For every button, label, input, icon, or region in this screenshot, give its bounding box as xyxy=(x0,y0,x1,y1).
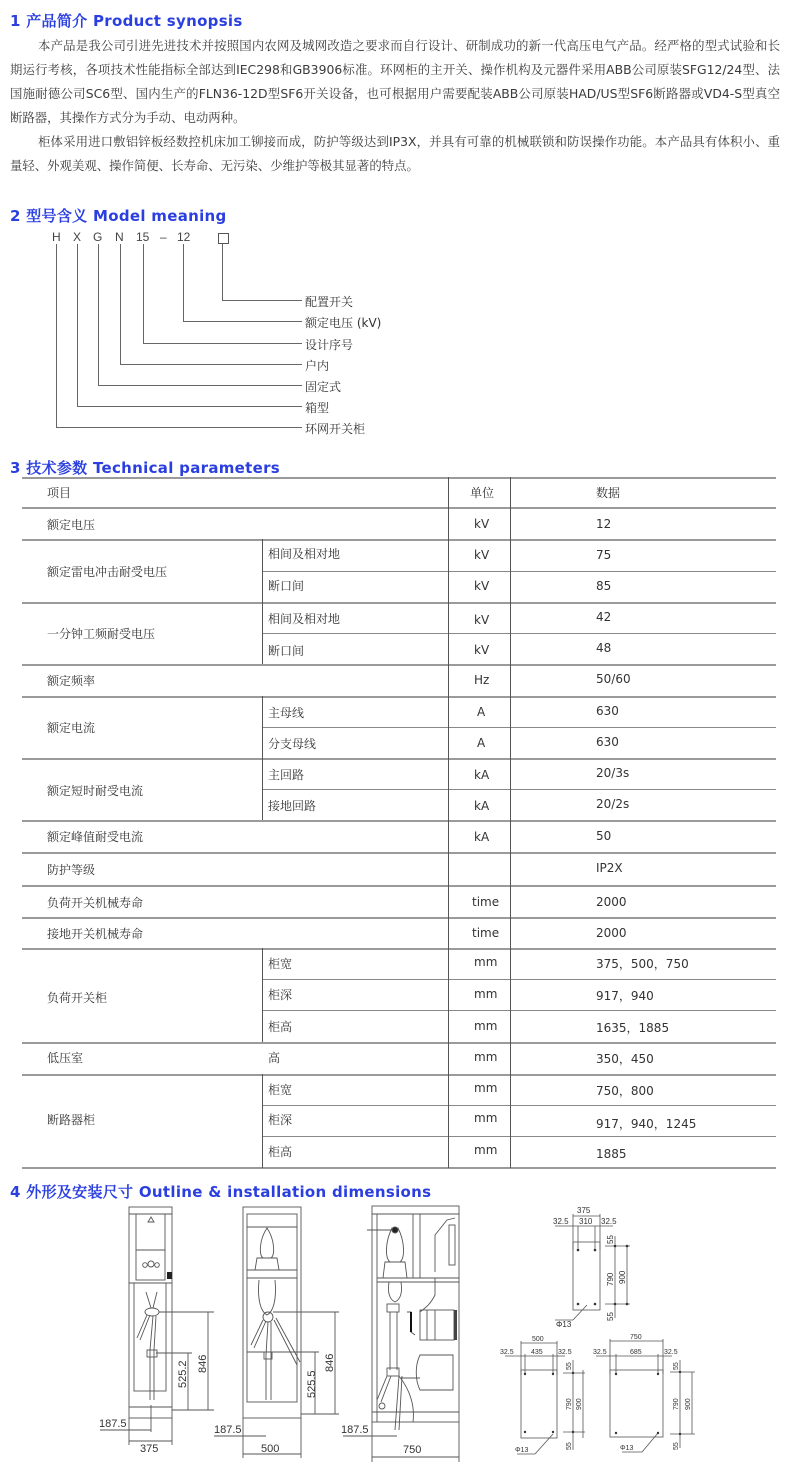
dim-height-lower: 525.5 xyxy=(306,1370,318,1398)
leader-line xyxy=(183,244,184,322)
dim-bottom: 55 xyxy=(606,1312,615,1321)
dim-hole: Φ13 xyxy=(620,1445,634,1452)
column-divider xyxy=(262,696,263,820)
column-divider xyxy=(262,1074,263,1168)
dim-offset: 187.5 xyxy=(341,1424,369,1436)
dim-total: 750 xyxy=(630,1334,642,1341)
model-label-indoor: 户内 xyxy=(305,359,330,373)
table-rule xyxy=(22,696,776,698)
table-rule xyxy=(22,1167,776,1169)
dim-inner: 435 xyxy=(531,1349,543,1356)
table-rule xyxy=(22,539,776,541)
row-unit: mm xyxy=(474,1143,498,1157)
dim-height-upper: 846 xyxy=(324,1353,336,1372)
row-item: 额定电流 xyxy=(47,721,96,735)
table-rule xyxy=(262,1136,776,1137)
row-value: 2000 xyxy=(596,895,627,909)
table-rule xyxy=(262,789,776,790)
row-value: 20/2s xyxy=(596,797,630,811)
section-title-outline-dimensions: 4 外形及安装尺寸 Outline & installation dimensions xyxy=(10,1183,432,1201)
table-rule xyxy=(262,1010,776,1011)
row-unit: time xyxy=(472,926,500,940)
model-letter-n: N xyxy=(115,230,124,244)
model-letter-h: H xyxy=(52,230,61,244)
table-rule xyxy=(262,1105,776,1106)
leader-line xyxy=(183,321,302,322)
table-rule xyxy=(22,1042,776,1044)
model-dash: – xyxy=(160,230,167,244)
row-value: 375，500，750 xyxy=(596,957,689,971)
row-value: 917，940 xyxy=(596,989,654,1003)
row-item: 额定短时耐受电流 xyxy=(47,784,144,798)
section-title-model-meaning: 2 型号含义 Model meaning xyxy=(10,207,227,225)
row-sub: 分支母线 xyxy=(268,737,317,751)
row-value: 750，800 xyxy=(596,1084,654,1098)
dim-total: 500 xyxy=(532,1336,544,1343)
row-unit: kA xyxy=(474,768,490,782)
row-value: 42 xyxy=(596,610,612,624)
section-title-product-synopsis: 1 产品简介 Product synopsis xyxy=(10,12,243,30)
row-value: 2000 xyxy=(596,926,627,940)
row-unit: kV xyxy=(474,548,490,562)
row-item: 负荷开关机械寿命 xyxy=(47,896,144,910)
dim-top: 55 xyxy=(566,1362,573,1370)
table-rule xyxy=(22,820,776,822)
leader-line xyxy=(143,343,302,344)
table-rule xyxy=(262,571,776,572)
dim-total: 375 xyxy=(577,1206,591,1215)
cabinet-500-drawing xyxy=(205,1200,345,1480)
row-item: 一分钟工频耐受电压 xyxy=(47,627,156,641)
dim-inner: 310 xyxy=(579,1217,593,1226)
model-label-rated-voltage: 额定电压 (kV) xyxy=(305,316,382,330)
table-rule xyxy=(22,1074,776,1076)
row-unit: mm xyxy=(474,987,498,1001)
row-value: IP2X xyxy=(596,861,623,875)
column-divider xyxy=(448,477,449,1168)
row-sub: 断口间 xyxy=(268,644,305,658)
model-label-ring-main-unit: 环网开关柜 xyxy=(305,422,366,436)
header-unit: 单位 xyxy=(470,486,495,500)
table-rule xyxy=(262,727,776,728)
row-unit: mm xyxy=(474,955,498,969)
foundation-500-drawing xyxy=(495,1330,595,1460)
dim-height-upper: 846 xyxy=(197,1354,209,1373)
row-item: 防护等级 xyxy=(47,863,96,877)
header-data: 数据 xyxy=(596,486,621,500)
row-value: 48 xyxy=(596,641,612,655)
row-unit: time xyxy=(472,895,500,909)
row-unit: kV xyxy=(474,517,490,531)
row-item: 额定频率 xyxy=(47,674,96,688)
dim-width: 375 xyxy=(140,1443,159,1455)
row-value: 75 xyxy=(596,548,612,562)
row-item: 额定峰值耐受电流 xyxy=(47,830,144,844)
model-voltage: 12 xyxy=(177,230,191,244)
row-value: 630 xyxy=(596,704,619,718)
row-item: 额定雷电冲击耐受电压 xyxy=(47,565,168,579)
foundation-750-drawing xyxy=(590,1330,710,1460)
column-divider xyxy=(262,539,263,664)
table-rule xyxy=(22,852,776,854)
table-rule xyxy=(22,602,776,604)
cabinet-750-drawing xyxy=(335,1200,485,1480)
row-unit: A xyxy=(477,736,486,750)
row-value: 20/3s xyxy=(596,766,630,780)
synopsis-paragraph-1: 本产品是我公司引进先进技术并按照国内农网及城网改造之要求而自行设计、研制成功的新一代高压电气产品。经严格的型式试验和长期运行考核，各项技术性能指标全部达到IEC298和GB3906标准。环网柜的主开关、操作机构及元器件采用ABB公司原装SFG12/24型、法国施耐德公司SC6型、国内生产的FLN36-12D型SF6开关设备，也可根据用户需要配装ABB公司原装HAD/US型SF6断路器或VD4-S型真空断路器，其操作方式分为手动、电动两种。 xyxy=(10,38,780,125)
row-value: 50 xyxy=(596,829,612,843)
dim-width: 750 xyxy=(403,1444,422,1456)
model-letter-g: G xyxy=(93,230,103,244)
dim-hole: Φ13 xyxy=(515,1447,529,1454)
leader-line xyxy=(98,385,302,386)
dim-overall: 900 xyxy=(618,1270,627,1284)
dim-inner: 685 xyxy=(630,1349,642,1356)
row-value: 50/60 xyxy=(596,672,631,686)
row-item: 负荷开关柜 xyxy=(47,991,108,1005)
row-sub: 主母线 xyxy=(268,706,305,720)
row-unit: mm xyxy=(474,1081,498,1095)
row-value: 350，450 xyxy=(596,1052,654,1066)
dim-edge-right: 32.5 xyxy=(558,1349,572,1356)
table-rule xyxy=(22,507,776,509)
section-title-technical-parameters: 3 技术参数 Technical parameters xyxy=(10,459,281,477)
dim-overall: 900 xyxy=(685,1398,692,1410)
row-sub: 相间及相对地 xyxy=(268,612,341,626)
dim-width: 500 xyxy=(261,1443,280,1455)
leader-line xyxy=(56,244,57,428)
dim-height-lower: 525.2 xyxy=(177,1360,189,1388)
table-rule xyxy=(22,885,776,887)
table-rule xyxy=(22,917,776,919)
table-rule xyxy=(262,633,776,634)
model-label-config-switch: 配置开关 xyxy=(305,295,354,309)
dim-offset: 187.5 xyxy=(214,1424,242,1436)
leader-line xyxy=(143,244,144,344)
model-label-box-type: 箱型 xyxy=(305,401,330,415)
row-item: 接地开关机械寿命 xyxy=(47,927,144,941)
row-value: 85 xyxy=(596,579,612,593)
table-rule xyxy=(22,477,776,479)
dim-edge-left: 32.5 xyxy=(500,1349,514,1356)
row-sub: 柜宽 xyxy=(268,957,293,971)
row-item: 额定电压 xyxy=(47,518,96,532)
dim-edge-right: 32.5 xyxy=(664,1349,678,1356)
dim-edge-left: 32.5 xyxy=(553,1217,569,1226)
dim-mid: 790 xyxy=(566,1398,573,1410)
leader-line xyxy=(222,300,302,301)
row-item: 断路器柜 xyxy=(47,1113,96,1127)
dim-bottom: 55 xyxy=(566,1442,573,1450)
model-design-number: 15 xyxy=(136,230,150,244)
table-rule xyxy=(262,979,776,980)
row-value: 1885 xyxy=(596,1147,627,1161)
column-divider xyxy=(510,477,511,1168)
dim-bottom: 55 xyxy=(673,1442,680,1450)
cabinet-375-drawing xyxy=(90,1200,220,1480)
dim-hole: Φ13 xyxy=(556,1320,572,1329)
row-sub: 柜深 xyxy=(268,1113,293,1127)
row-sub: 断口间 xyxy=(268,579,305,593)
table-rule xyxy=(22,664,776,666)
row-sub: 高 xyxy=(268,1051,281,1065)
row-unit: kV xyxy=(474,643,490,657)
model-config-box xyxy=(218,233,229,244)
row-sub: 柜高 xyxy=(268,1020,293,1034)
leader-line xyxy=(98,244,99,386)
row-value: 630 xyxy=(596,735,619,749)
model-letter-x: X xyxy=(73,230,82,244)
synopsis-paragraph-2: 柜体采用进口敷铝锌板经数控机床加工铆接而成，防护等级达到IP3X，并具有可靠的机械联锁和防误操作功能。本产品具有体积小、重量轻、外观美观、操作简便、长寿命、无污染、少维护等极其显著的特点。 xyxy=(10,134,780,173)
dim-top: 55 xyxy=(673,1362,680,1370)
row-unit: mm xyxy=(474,1019,498,1033)
row-unit: kA xyxy=(474,799,490,813)
row-item: 低压室 xyxy=(47,1051,84,1065)
row-unit: Hz xyxy=(474,673,490,687)
row-value: 1635，1885 xyxy=(596,1021,670,1035)
leader-line xyxy=(120,364,302,365)
dim-top: 55 xyxy=(606,1235,615,1244)
dim-mid: 790 xyxy=(673,1398,680,1410)
row-sub: 接地回路 xyxy=(268,799,317,813)
row-sub: 柜宽 xyxy=(268,1083,293,1097)
leader-line xyxy=(77,406,302,407)
row-unit: kA xyxy=(474,830,490,844)
row-sub: 柜深 xyxy=(268,988,293,1002)
row-unit: kV xyxy=(474,613,490,627)
row-unit: kV xyxy=(474,579,490,593)
row-sub: 柜高 xyxy=(268,1145,293,1159)
leader-line xyxy=(222,244,223,301)
leader-line xyxy=(77,244,78,407)
header-item: 项目 xyxy=(47,486,72,500)
table-rule xyxy=(22,948,776,950)
leader-line xyxy=(120,244,121,365)
leader-line xyxy=(56,427,302,428)
foundation-375-drawing xyxy=(545,1200,645,1330)
dim-edge-right: 32.5 xyxy=(601,1217,617,1226)
row-value: 12 xyxy=(596,517,612,531)
model-label-fixed: 固定式 xyxy=(305,380,342,394)
dim-overall: 900 xyxy=(576,1398,583,1410)
row-unit: A xyxy=(477,705,486,719)
row-unit: mm xyxy=(474,1050,498,1064)
row-sub: 相间及相对地 xyxy=(268,547,341,561)
row-sub: 主回路 xyxy=(268,768,305,782)
dim-offset: 187.5 xyxy=(99,1418,127,1430)
model-label-design-number: 设计序号 xyxy=(305,338,354,352)
dim-mid: 790 xyxy=(606,1272,615,1286)
column-divider xyxy=(262,948,263,1042)
row-value: 917，940，1245 xyxy=(596,1117,697,1131)
table-rule xyxy=(22,758,776,760)
row-unit: mm xyxy=(474,1111,498,1125)
dim-edge-left: 32.5 xyxy=(593,1349,607,1356)
